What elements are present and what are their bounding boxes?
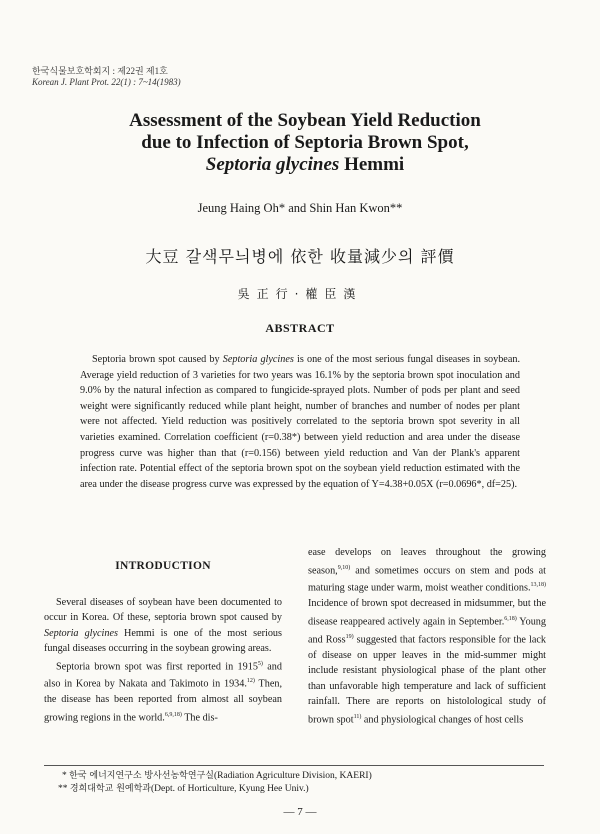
- page-number: — 7 —: [283, 806, 317, 818]
- title-authority: Hemmi: [339, 154, 405, 175]
- korean-authors: 吳正行·權臣漢: [237, 287, 363, 301]
- text-run: and also in Korea by Nakata and Takimoto in 1934.: [44, 660, 282, 690]
- introduction-heading: INTRODUCTION: [115, 560, 211, 572]
- citation: 11): [353, 713, 362, 720]
- abstract-part: is one of the most serious fungal diseases in soybean. Average yield reduction of 3 varieties for two years was 16.1% by the septoria brown spot inoculation and 9.0% by the natural infection as compared to fungicide-sprayed plots. Number of pods per plant and seed weight were significantly reduced while plant height, number of branches and number of nodes per plant were not affected. Yield reduction was positively correlated to the septoria brown spot severity in all varieties examined. Correlation coefficient (r=0.38*) between yield reduction and area under the disease progress curve was higher than that (r=0.156) between yield reduction and Van der Plank's apparent infection rate. Potential effect of the septoria brown spot on the soybean yield reduction estimated with the area under the disease progress curve was expressed by the equation of Y=4.38+0.05X (r=0.0696*, df=25).: [80, 354, 520, 490]
- text-run: Incidence of brown spot decreased in midsummer, but the disease reappeared actively again in September.: [308, 598, 546, 628]
- citation: 19): [345, 633, 354, 640]
- text-run: Then, the disease has been reported from almost all soybean growing regions in the world.: [44, 678, 282, 724]
- abstract-species: Septoria glycines: [222, 354, 294, 365]
- title-line-2: due to Infection of Septoria Brown Spot,: [141, 132, 469, 153]
- footnote-mark: *: [62, 771, 67, 781]
- species-name: Septoria glycines: [44, 627, 118, 639]
- text-run: ease develops on leaves throughout the growing season,: [308, 547, 546, 576]
- footnote-2: [58, 783, 309, 795]
- title-species: Septoria glycines: [205, 154, 340, 175]
- footnote-english: (Dept. of Horticulture, Kyung Hee Univ.): [150, 784, 309, 794]
- title-line-3: [60, 154, 550, 176]
- citation: 6,18): [504, 615, 517, 622]
- abstract-part: Septoria brown spot caused by: [92, 354, 223, 365]
- journal-citation-line: Korean J. Plant Prot. 22(1) : 7~14(1983): [32, 77, 181, 87]
- footnote-english: (Radiation Agriculture Division, KAERI): [213, 771, 372, 781]
- journal-korean-line: 한국식물보호학회지 : 제22권 제1호: [32, 66, 168, 76]
- text-run: Young and Ross: [308, 616, 546, 646]
- authors: Jeung Haing Oh* and Shin Han Kwon**: [197, 201, 403, 215]
- citation: 9,10): [337, 564, 351, 571]
- left-column: [44, 545, 282, 726]
- footnote-1: [62, 770, 372, 782]
- title-line-1: Assessment of the Soybean Yield Reduction: [129, 110, 481, 131]
- text-run: Hemmi is one of the most serious fungal diseases occurring in the soybean growing areas.: [44, 627, 282, 654]
- korean-title: 大豆 갈색무늬병에 依한 收量減少의 評價: [145, 247, 455, 266]
- text-run: Septoria brown spot was first reported in 1915: [56, 660, 258, 672]
- intro-paragraph-2-cont: ease develops on leaves throughout the growing season,$^{9,10)}$ and sometimes occurs on stem and pods at maturing stage under warm, moist weather conditions.$^{13,18)}$ Incidence of brown spot decreased in midsummer, but the disease reappeared actively again in September.$^{6,18)}$ Young and Ross$^{19)}$ suggested that factors responsible for the lack of disease on upper leaves in the mid-summer might include resistant physiological phase of the plant other than unfavorable high temperature and lack of sufficient rainfall. There are reports on histolological study of brown spot$^{11)}$ and physiological changes of host cells: [308, 547, 546, 725]
- text-run: and physiological changes of host cells: [361, 713, 524, 725]
- intro-paragraph-2-start: Septoria brown spot was first reported in 1915$^{5)}$ and also in Korea by Nakata and Takimoto in 1934.$^{12)}$ Then, the disease has been reported from almost all soybean growing regions in the world.$^{6,9,18)}$ The dis-: [44, 660, 282, 724]
- right-column: [308, 545, 546, 727]
- paper-title: [60, 110, 550, 176]
- text-run: suggested that factors responsible for the lack of disease on upper leaves in the mid-summer might include resistant physiological phase of the plant other than unfavorable high temperature and lack of sufficient rainfall. There are reports on histolological study of brown spot: [308, 634, 546, 725]
- intro-paragraph-1: [44, 595, 282, 657]
- citation: 12): [246, 678, 255, 685]
- citation: 5): [257, 660, 263, 667]
- abstract-heading: ABSTRACT: [265, 321, 335, 335]
- footnote-mark: **: [58, 784, 68, 794]
- footnote-rule: [44, 765, 544, 766]
- citation: 13,18): [530, 582, 546, 589]
- journal-header: [32, 66, 181, 88]
- footnote-korean: 한국 에너지연구소 방사선농학연구실: [69, 771, 214, 781]
- citation: 6,9,18): [164, 711, 182, 718]
- text-run: Several diseases of soybean have been documented to occur in Korea. Of these, septoria brown spot caused by: [44, 596, 282, 623]
- abstract-text: [80, 352, 520, 492]
- footnote-korean: 경희대학교 원예학과: [69, 784, 151, 794]
